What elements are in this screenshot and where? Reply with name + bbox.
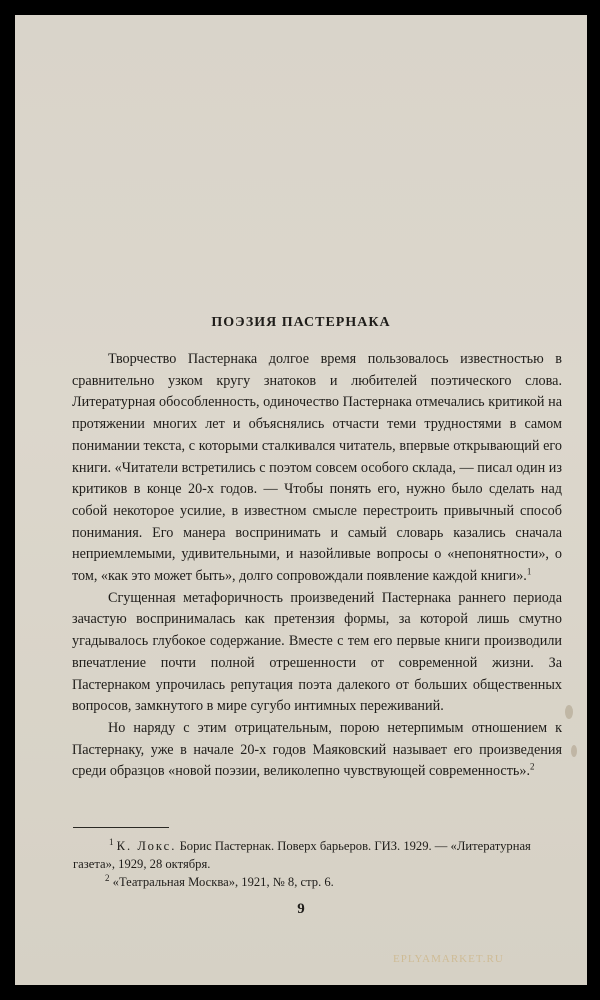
footnote-ref: 1 [526, 566, 532, 577]
paragraph-text: Но наряду с этим отрицательным, порою нетерпимым отношением к Пастернаку, уже в начале 20-х годов Маяковский называет его произведения среди образцов «новой поэзии, великолепно чувствующей современность». [72, 719, 562, 780]
footnote-text: «Театральная Москва», 1921, № 8, стр. 6. [109, 875, 334, 889]
page-number: 9 [297, 901, 305, 917]
page-stain [565, 705, 573, 719]
paragraph-text: Творчество Пастернака долгое время пользовалось известностью в сравнительно узком кругу знатоков и любителей поэтического слова. Литературная обособленность, одиночество Пастернака отмечались критикой на протяжении многих лет и объяснялись отчасти теми трудностями в самом понимании текста, с которыми сталкивался читатель, впервые открывающий его книги. «Читатели встретились с поэтом совсем особого склада, — писал один из критиков в конце 20-х годов. — Чтобы понять его, нужно было сделать над собой некоторое усилие, в известном смысле перестроить привычный способ понимания. Его манера воспринимать и самый словарь казались сначала неприемлемыми, удивительными, и назойливые вопросы о «непонятности», о том, «как это может быть», долго сопровождали появление каждой книги». [72, 351, 562, 585]
paragraph [72, 718, 562, 783]
paragraph-text: Сгущенная метафоричность произведений Пастернака раннего периода зачастую воспринималась как претензия формы, за которой лишь смутно угадывалось глубокое содержание. Вместе с тем его первые книги производили впечатление почти полной отрешенности от современной жизни. За Пастернаком упрочилась репутация поэта далекого от больших общественных вопросов, замкнутого в мире сугубо интимных переживаний. [72, 589, 562, 715]
footnote [73, 837, 553, 873]
footnotes [73, 837, 553, 891]
paragraph [72, 588, 562, 718]
body-text [72, 349, 562, 783]
footnote-text: Борис Пастернак. Поверх барьеров. ГИЗ. 1929. — «Литературная газета», 1929, 28 октября. [73, 839, 531, 871]
footnote-author: К. Локс. [116, 839, 177, 853]
paragraph [72, 349, 562, 588]
footnote-ref: 2 [530, 761, 535, 772]
watermark: EPLYAMARKET.RU [393, 953, 504, 965]
footnote-number: 2 [105, 872, 110, 883]
footnote-divider [73, 827, 169, 828]
footnote [73, 873, 553, 891]
footnote-number: 1 [109, 836, 114, 847]
book-page [15, 15, 587, 985]
page-stain [571, 745, 577, 757]
chapter-title: ПОЭЗИЯ ПАСТЕРНАКА [211, 315, 391, 330]
